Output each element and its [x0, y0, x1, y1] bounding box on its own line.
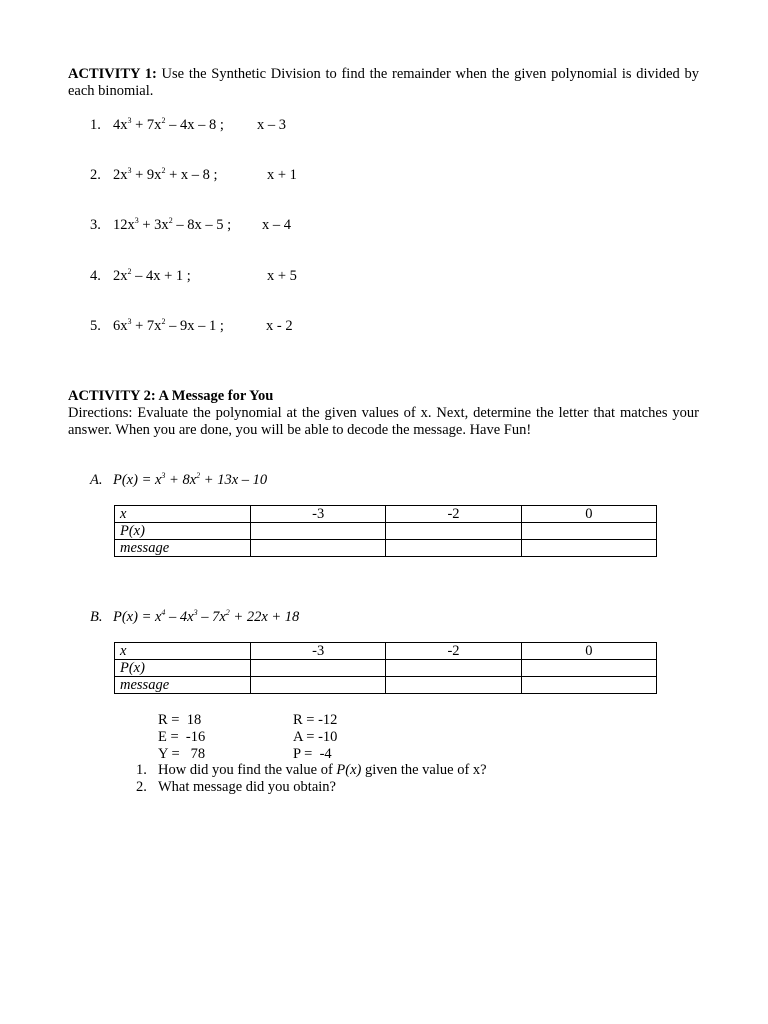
row-label: message [115, 677, 251, 694]
table-row [115, 660, 657, 677]
blank-answer-cell[interactable] [251, 540, 386, 557]
question-text-part: given the value of x? [361, 762, 487, 778]
row-label: P(x) [115, 523, 251, 540]
blank-answer-cell[interactable] [521, 540, 656, 557]
row-label: message [115, 540, 251, 557]
binomial-divisor: x + 1 [267, 167, 297, 183]
binomial-divisor: x – 3 [257, 117, 286, 133]
table-row [115, 506, 657, 523]
row-label: P(x) [115, 660, 251, 677]
question-number: 2. [136, 779, 147, 795]
part-a-table [114, 505, 657, 557]
item-number: 3. [90, 217, 101, 233]
item-number: 5. [90, 318, 101, 334]
activity2-directions: Directions: Evaluate the polynomial at the given values of x. Next, determine the letter that matches your answer. When you are done, you will be able to decode the message. Have Fun! [68, 405, 699, 438]
part-b-label: B. [90, 609, 103, 625]
blank-answer-cell[interactable] [521, 677, 656, 694]
question-number: 1. [136, 762, 147, 778]
blank-answer-cell[interactable] [251, 660, 386, 677]
key-entry: R = 18 [158, 712, 202, 728]
blank-answer-cell[interactable] [386, 523, 521, 540]
blank-answer-cell[interactable] [386, 660, 521, 677]
activity1-instructions [68, 66, 699, 100]
part-b-table [114, 642, 657, 694]
row-label: x [115, 643, 251, 660]
x-value-cell: -2 [386, 506, 521, 523]
item-number: 2. [90, 167, 101, 183]
polynomial-expression: $2x^3 + 9x^2 + x - 8$ ; [113, 166, 218, 183]
polynomial-expression: $4x^3 + 7x^2 - 4x - 8$ ; [113, 116, 224, 133]
row-label: x [115, 506, 251, 523]
blank-answer-cell[interactable] [251, 677, 386, 694]
polynomial-expression: $2x^2 - 4x + 1$ ; [113, 267, 191, 284]
blank-answer-cell[interactable] [521, 523, 656, 540]
question-text: What message did you obtain? [158, 779, 336, 795]
table-row [115, 523, 657, 540]
x-value-cell: -3 [251, 506, 386, 523]
x-value-cell: 0 [521, 643, 656, 660]
activity2-heading: ACTIVITY 2: A Message for You [68, 388, 274, 404]
table-row [115, 677, 657, 694]
blank-answer-cell[interactable] [386, 540, 521, 557]
blank-answer-cell[interactable] [386, 677, 521, 694]
table-row [115, 643, 657, 660]
binomial-divisor: x + 5 [267, 268, 297, 284]
item-number: 1. [90, 117, 101, 133]
key-entry: A = -10 [293, 729, 338, 745]
blank-answer-cell[interactable] [251, 523, 386, 540]
question-text [158, 762, 487, 779]
question-text-part: How did you find the value of [158, 762, 337, 778]
question-text-italic: P(x) [336, 762, 362, 778]
activity1-instructions-text: Use the Synthetic Division to find the remainder when the given polynomial is divided by each binomial. [68, 66, 699, 99]
key-entry: E = -16 [158, 729, 206, 745]
key-entry: Y = 78 [158, 746, 206, 762]
binomial-divisor: x – 4 [262, 217, 291, 233]
key-entry: R = -12 [293, 712, 338, 728]
activity1-heading: ACTIVITY 1: [68, 66, 157, 82]
x-value-cell: -3 [251, 643, 386, 660]
part-a-polynomial: $P(x) = x^3 + 8x^2 + 13x - 10$ [113, 471, 268, 488]
table-row [115, 540, 657, 557]
part-a-label: A. [90, 472, 103, 488]
x-value-cell: -2 [386, 643, 521, 660]
blank-answer-cell[interactable] [521, 660, 656, 677]
key-entry: P = -4 [293, 746, 332, 762]
x-value-cell: 0 [521, 506, 656, 523]
binomial-divisor: x - 2 [266, 318, 293, 334]
item-number: 4. [90, 268, 101, 284]
polynomial-expression: $12x^3 + 3x^2 - 8x - 5$ ; [113, 216, 232, 233]
part-b-polynomial: $P(x) = x^4 - 4x^3 - 7x^2 + 22x + 18$ [113, 608, 300, 625]
polynomial-expression: $6x^3 + 7x^2 - 9x - 1$ ; [113, 317, 224, 334]
